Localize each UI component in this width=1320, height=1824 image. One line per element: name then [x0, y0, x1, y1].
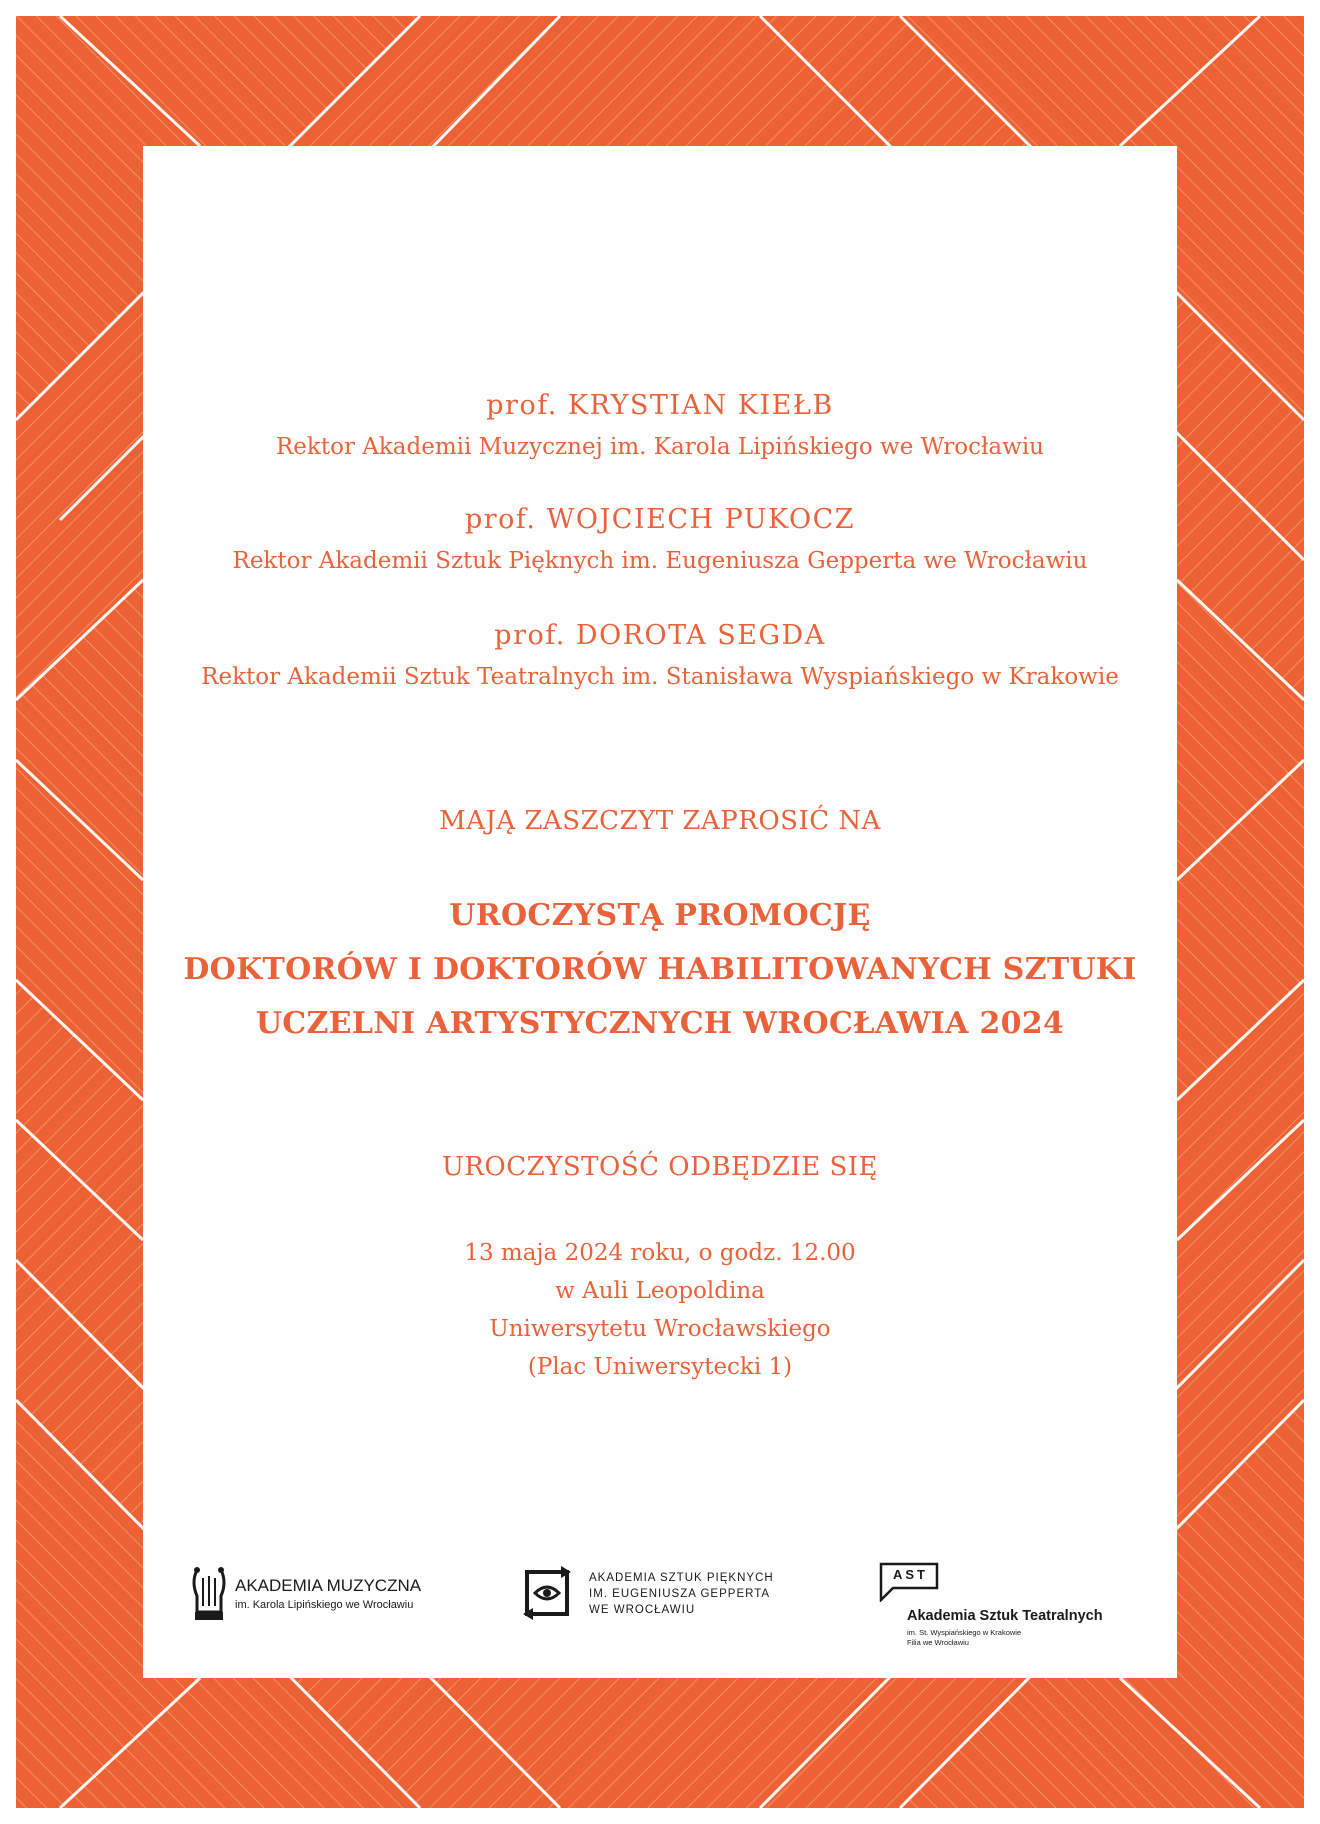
host-role-3: Rektor Akademii Sztuk Teatralnych im. Stanisława Wyspiańskiego w Krakowie: [201, 664, 1119, 690]
logo-asp: [521, 1564, 791, 1628]
host-role-1: Rektor Akademii Muzycznej im. Karola Lipińskiego we Wrocławiu: [275, 434, 1044, 460]
event-university: Uniwersytetu Wrocławskiego: [489, 1316, 831, 1342]
event-title-line-2: DOKTORÓW I DOKTORÓW HABILITOWANYCH SZTUKI: [183, 952, 1137, 987]
logo-ast: [879, 1562, 1139, 1647]
logo-akademia-muzyczna: [189, 1566, 449, 1626]
invitation-card: [143, 146, 1177, 1678]
event-date: 13 maja 2024 roku, o godz. 12.00: [464, 1240, 856, 1266]
host-name-1: prof. KRYSTIAN KIEŁB: [486, 390, 834, 421]
event-details: [143, 1234, 1177, 1386]
event-title-line-3: UCZELNI ARTYSTYCZNYCH WROCŁAWIA 2024: [255, 1006, 1065, 1041]
event-venue: w Auli Leopoldina: [555, 1278, 765, 1304]
lyre-icon: [189, 1566, 229, 1622]
eye-square-icon: [521, 1564, 573, 1622]
ast-logo-line3: Filia we Wrocławiu: [907, 1638, 969, 1647]
ceremony-line: UROCZYSTOŚĆ ODBĘDZIE SIĘ: [441, 1152, 879, 1182]
ast-logo-line1: Akademia Sztuk Teatralnych: [907, 1608, 1103, 1624]
event-address: (Plac Uniwersytecki 1): [527, 1354, 793, 1380]
event-title-line-1: UROCZYSTĄ PROMOCJĘ: [449, 898, 871, 933]
asp-logo-line1: AKADEMIA SZTUK PIĘKNYCH: [589, 1572, 774, 1584]
am-logo-line1: AKADEMIA MUZYCZNA: [235, 1576, 422, 1595]
ast-mark-text: AST: [893, 1567, 928, 1582]
asp-logo-line3: WE WROCŁAWIU: [589, 1604, 696, 1616]
asp-logo-line2: IM. EUGENIUSZA GEPPERTA: [589, 1588, 771, 1600]
host-role-2: Rektor Akademii Sztuk Pięknych im. Eugeniusza Gepperta we Wrocławiu: [232, 548, 1088, 574]
invite-line: MAJĄ ZASZCZYT ZAPROSIĆ NA: [439, 806, 881, 836]
am-logo-line2: im. Karola Lipińskiego we Wrocławiu: [235, 1599, 414, 1611]
ast-logo-line2: im. St. Wyspiańskiego w Krakowie: [907, 1628, 1022, 1637]
host-name-2: prof. WOJCIECH PUKOCZ: [464, 504, 856, 535]
host-name-3: prof. DOROTA SEGDA: [494, 620, 826, 651]
